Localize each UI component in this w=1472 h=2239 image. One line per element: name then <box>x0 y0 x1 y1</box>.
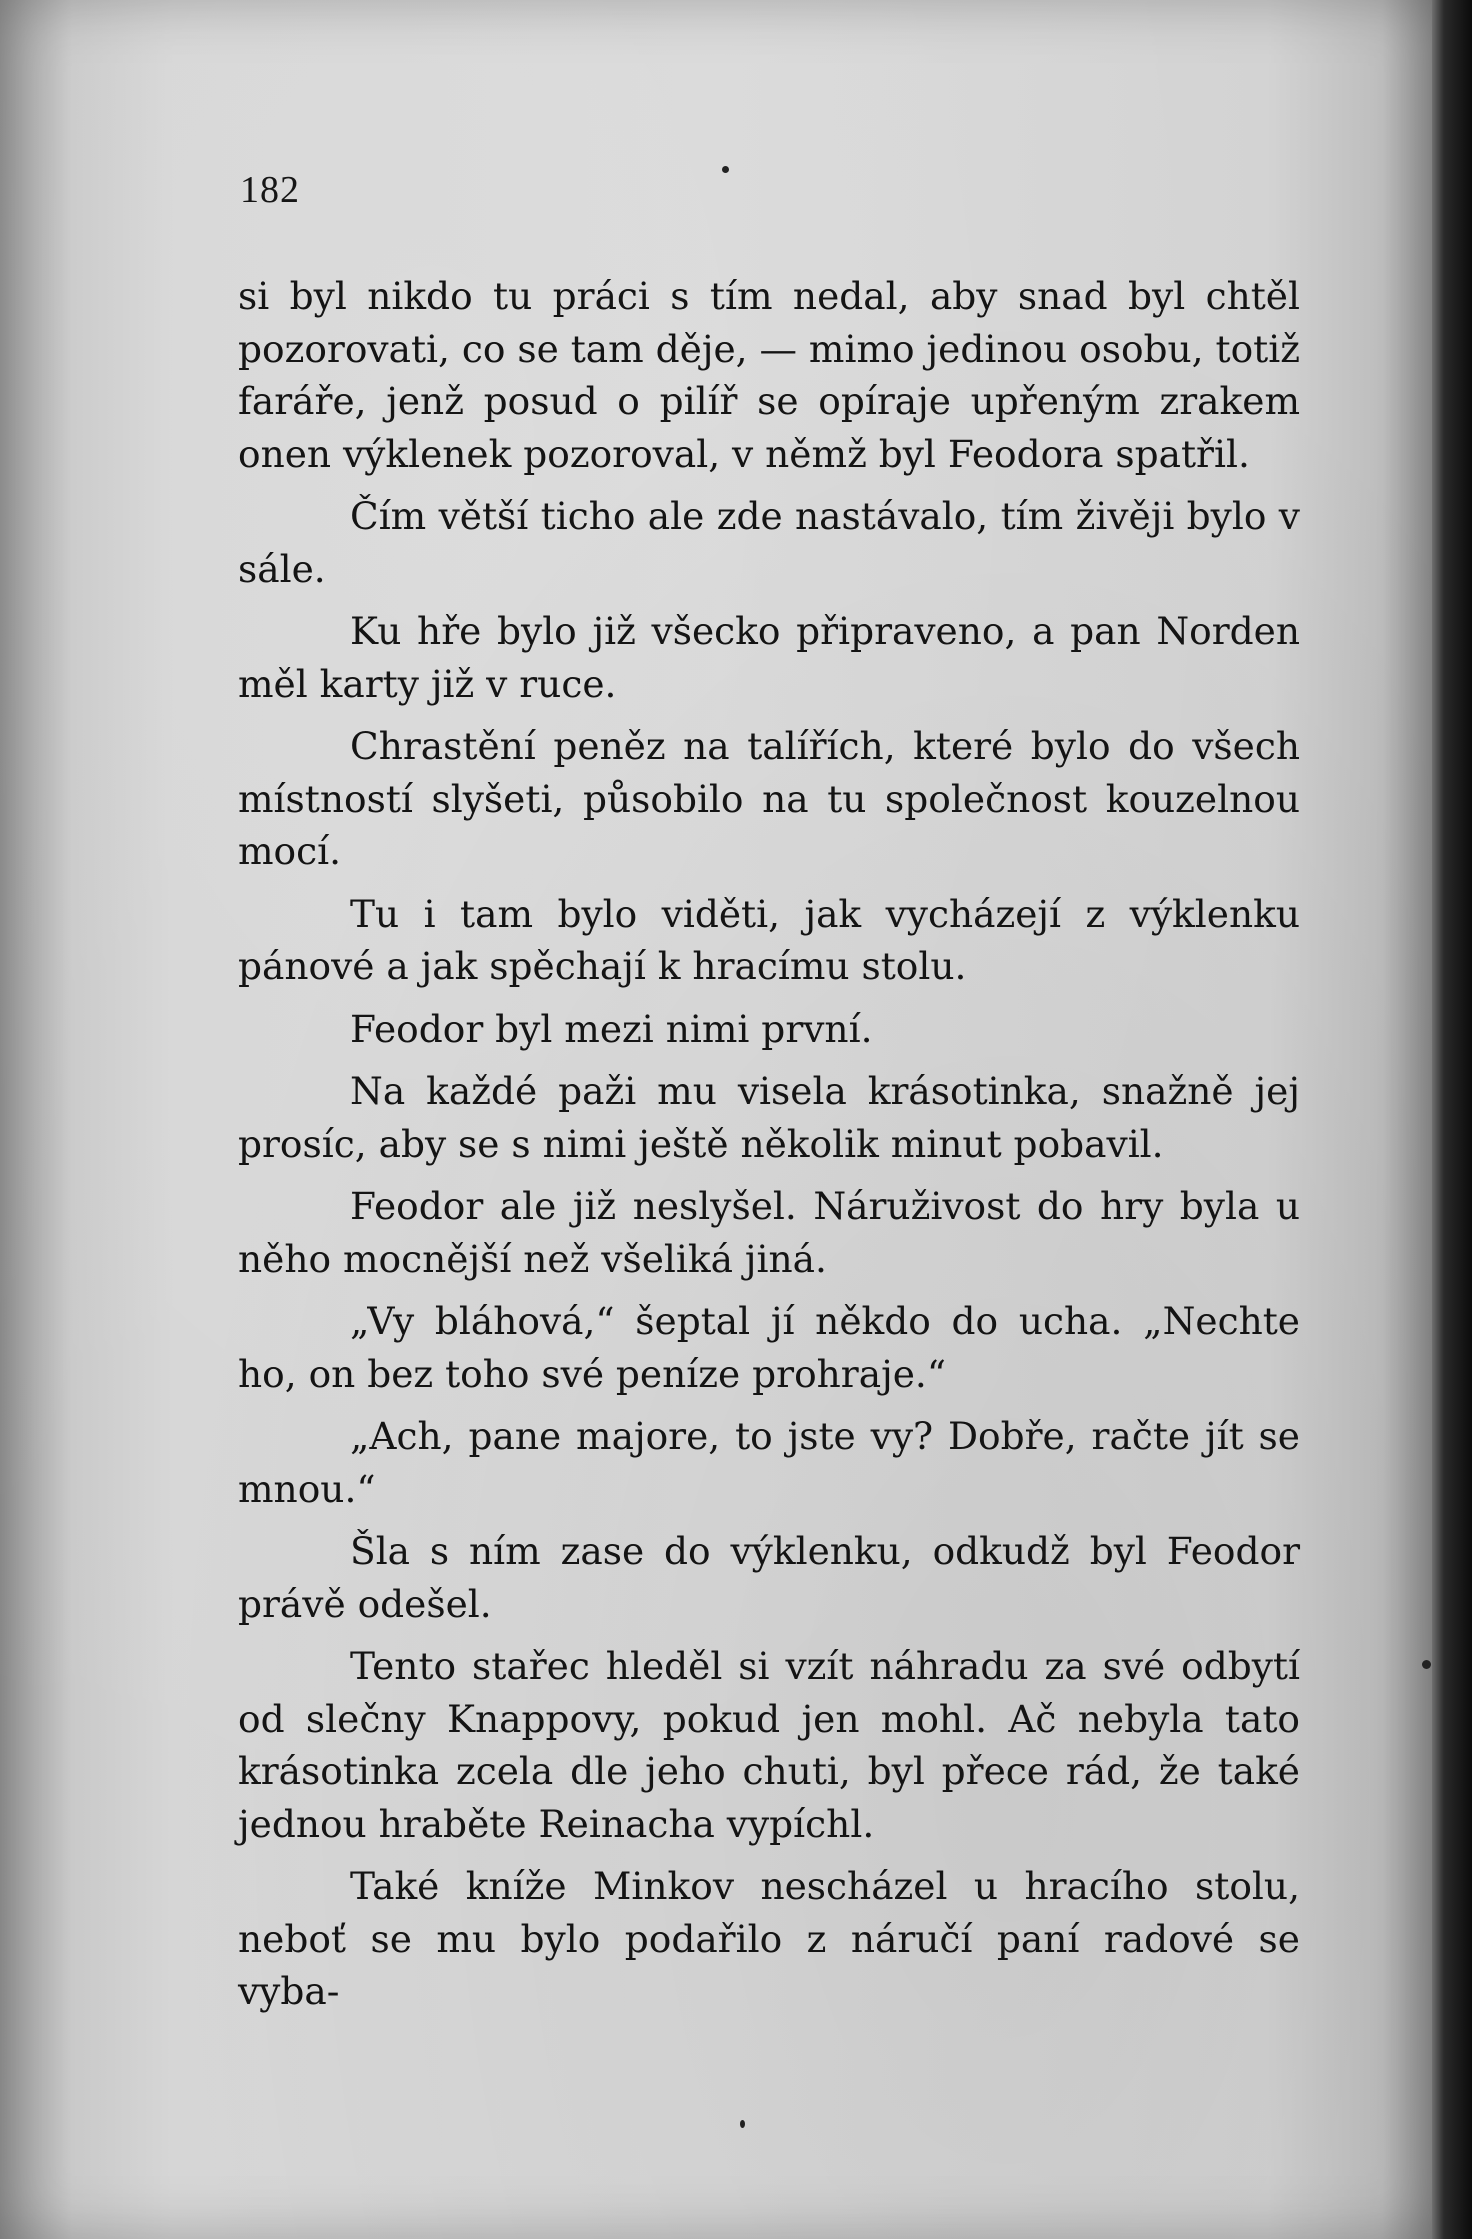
paragraph: Také kníže Minkov nescházel u hracího stolu, neboť se mu bylo podařilo z náručí paní radové se vyba- <box>238 1864 1300 2013</box>
page-body-text <box>238 270 1300 2028</box>
paragraph: Tento stařec hleděl si vzít náhradu za své odbytí od slečny Knappovy, pokud jen mohl. Ač nebyla tato krásotinka zcela dle jeho chuti, byl přece rád, že také jednou hraběte Reinacha vypíchl. <box>238 1644 1300 1846</box>
paper-speck <box>1422 1660 1431 1669</box>
paragraph: „Ach, pane majore, to jste vy? Dobře, račte jít se mnou.“ <box>238 1414 1300 1511</box>
paragraph: Na každé paži mu visela krásotinka, snažně jej prosíc, aby se s nimi ještě několik minut pobavil. <box>238 1069 1300 1166</box>
paragraph: Feodor ale již neslyšel. Náruživost do hry byla u něho mocnější než všeliká jiná. <box>238 1184 1300 1281</box>
paragraph: Feodor byl mezi nimi první. <box>350 1006 873 1051</box>
paragraph: Chrastění peněz na talířích, které bylo do všech místností slyšeti, působilo na tu společnost kouzelnou mocí. <box>238 724 1300 873</box>
paragraph: Čím větší ticho ale zde nastávalo, tím živěji bylo v sále. <box>238 494 1300 591</box>
paragraph: Ku hře bylo již všecko připraveno, a pan Norden měl karty již v ruce. <box>238 609 1300 706</box>
paragraph: Šla s ním zase do výklenku, odkudž byl Feodor právě odešel. <box>238 1529 1300 1626</box>
paragraph: Tu i tam bylo viděti, jak vycházejí z výklenku pánové a jak spěchají k hracímu stolu. <box>238 891 1300 988</box>
page-number: 182 <box>240 169 300 211</box>
paper-speck <box>740 2120 745 2128</box>
paragraph: si byl nikdo tu práci s tím nedal, aby snad byl chtěl pozorovati, co se tam děje, — mimo jedinou osobu, totiž faráře, jenž posud o pilíř se opíraje upřeným zrakem onen výklenek pozoroval, v němž byl Feodora spatřil. <box>238 274 1300 476</box>
page-edge-shadow <box>1432 0 1472 2239</box>
paragraph: „Vy bláhová,“ šeptal jí někdo do ucha. „Nechte ho, on bez toho své peníze prohraje.“ <box>238 1299 1300 1396</box>
paper-speck <box>722 166 729 173</box>
